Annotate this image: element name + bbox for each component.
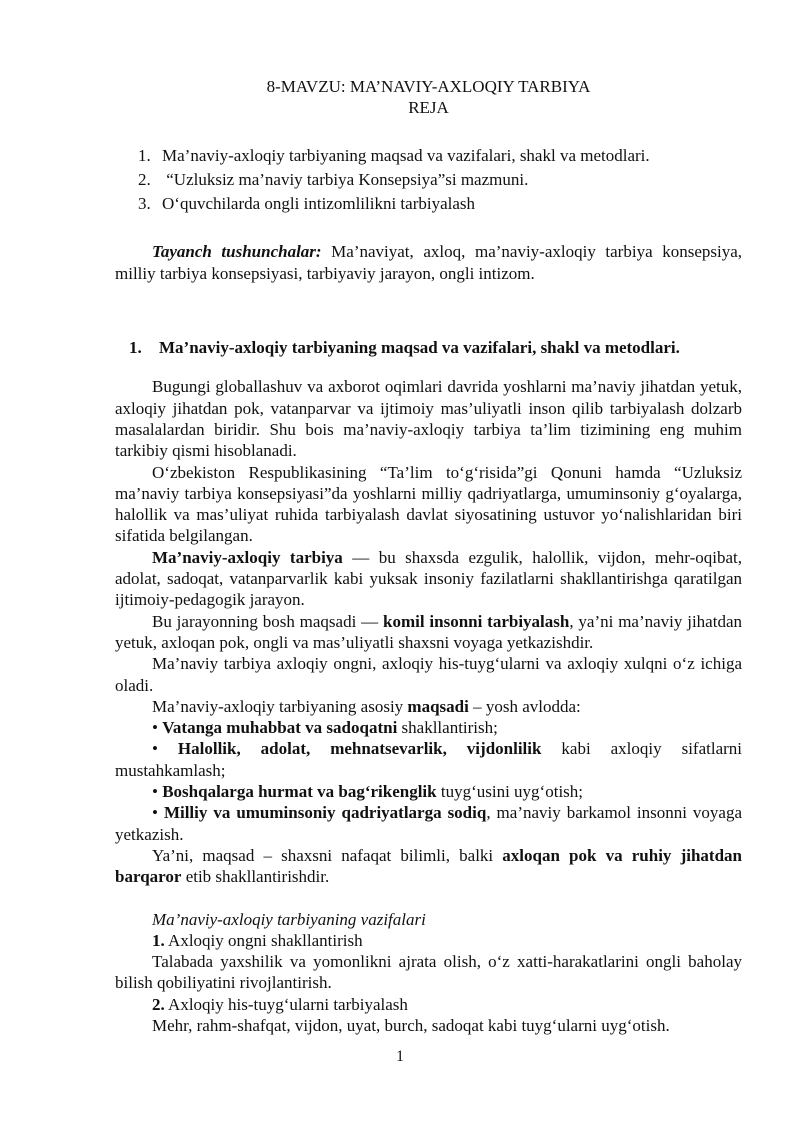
subheading-text: Ma’naviy-axloqiy tarbiyaning vazifalari (152, 909, 426, 929)
task-number: 2. (152, 994, 165, 1014)
plan-item-text: “Uzluksiz ma’naviy tarbiya Konsepsiya”si mazmuni. (162, 169, 529, 189)
keywords-label: Tayanch tushunchalar: (152, 242, 322, 262)
plan-item-text: Ma’naviy-axloqiy tarbiyaning maqsad va vazifalari, shakl va metodlari. (162, 145, 650, 165)
paragraph: Bugungi globallashuv va axborot oqimlari davrida yoshlarni ma’naviy jihatdan yetuk, axloqiy jihatdan pok, vatanparvar va ijtimoiy mas’uliyatli inson qilib tarbiyalash dolzarb masalalardan biridir. Shu bois ma’naviy-axloqiy tarbiya ta’lim tizimining eng muhim tarkibiy qismi hisoblanadi. (115, 377, 742, 461)
plan-item-number: 3. (138, 194, 151, 214)
task-title (115, 930, 742, 951)
bold-term: Ma’naviy-axloqiy tarbiya (152, 547, 343, 567)
goal-item (115, 781, 742, 802)
section-heading (129, 337, 742, 358)
goal-text: shakllantirish; (397, 718, 498, 738)
keywords-text: Ma’naviyat, axloq, ma’naviy-axloqiy tarbiya konsepsiya, milliy tarbiya konsepsiyasi, tarbiyaviy jarayon, ongli intizom. (115, 242, 742, 283)
body-text (115, 376, 742, 1036)
paragraph-text: Ya’ni, maqsad – shaxsni nafaqat bilimli, balki (152, 845, 503, 865)
goal-item (115, 802, 742, 845)
goal-text: tuyg‘usini uyg‘otish; (436, 782, 584, 802)
plan-item (138, 145, 742, 166)
bullet: • (152, 782, 158, 802)
plan-item (138, 193, 742, 214)
bold-term: Halollik, adolat, mehnatsevarlik, vijdonlilik (177, 739, 542, 759)
section-number: 1. (129, 338, 142, 358)
paragraph: Ma’naviy tarbiya axloqiy ongni, axloqiy his-tuyg‘ularni va axloqiy xulqni o‘z ichiga oladi. (115, 654, 742, 695)
goal-text: kabi axloqiy sifatlarni mustahkamlash; (115, 739, 742, 780)
paragraph-text: , ya’ni ma’naviy jihatdan yetuk, axloqan pok, ongli va mas’uliyatli shaxsni voyaga yetkazishdir. (115, 611, 742, 652)
task-title-text: Axloqiy ongni shakllantirish (164, 930, 363, 950)
plan-item-text: O‘quvchilarda ongli intizomlilikni tarbiyalash (162, 194, 476, 214)
section-title: Ma’naviy-axloqiy tarbiyaning maqsad va vazifalari, shakl va metodlari. (159, 338, 680, 358)
paragraph (115, 845, 742, 888)
bold-term: Milliy va umuminsoniy qadriyatlarga sodiq (163, 803, 487, 823)
bold-term: Boshqalarga hurmat va bag‘rikenglik (162, 782, 437, 802)
document-page (115, 76, 742, 1036)
paragraph: Talabada yaxshilik va yomonlikni ajrata olish, o‘z xatti-harakatlarini ongli baholay bilish qobiliyatini rivojlantirish. (115, 952, 742, 993)
goal-item (115, 738, 742, 781)
plan-item-number: 1. (138, 145, 151, 165)
subheading (115, 909, 742, 930)
paragraph: Mehr, rahm-shafqat, vijdon, uyat, burch, sadoqat kabi tuyg‘ularni uyg‘otish. (152, 1015, 670, 1035)
task-number: 1. (152, 930, 165, 950)
spacer (115, 888, 742, 909)
bullet: • (152, 739, 158, 759)
bullet: • (152, 718, 158, 738)
bold-term: maqsadi (407, 696, 469, 716)
paragraph: O‘zbekiston Respublikasining “Ta’lim to‘g‘risida”gi Qonuni hamda “Uzluksiz ma’naviy tarbiya konsepsiyasi”da yoshlarni milliy qadriyatlarga, umuminsoniy g‘oyalarga, halollik va mas’uliyat ruhida tarbiyalash davlat siyosatining ustuvor yo‘nalishlaridan biri sifatida belgilangan. (115, 462, 742, 546)
paragraph (115, 547, 742, 611)
bold-term: Vatanga muhabbat va sadoqatni (162, 718, 398, 738)
page-title: 8-MAVZU: MA’NAVIY-AXLOQIY TARBIYA (266, 77, 591, 96)
paragraph-text: Bu jarayonning bosh maqsadi — (152, 611, 383, 631)
task-title (115, 994, 742, 1015)
paragraph-text: etib shakllantirishdir. (181, 867, 330, 887)
bold-term: komil insonni tarbiyalash (383, 611, 570, 631)
bold-term: axloqan pok va ruhiy jihatdan barqaror (115, 845, 742, 887)
paragraph-text: — bu shaxsda ezgulik, halollik, vijdon, mehr-oqibat, adolat, sadoqat, vatanparvarlik kabi yuksak insoniy fazilatlarni shakllantirishga qaratilgan ijtimoiy-pedagogik jarayon. (115, 547, 742, 610)
goal-item (115, 717, 742, 738)
plan-item (138, 169, 742, 190)
paragraph-text: – yosh avlodda: (468, 696, 581, 716)
task-title-text: Axloqiy his-tuyg‘ularni tarbiyalash (164, 994, 408, 1014)
plan-item-number: 2. (138, 169, 151, 189)
paragraph-text: Ma’naviy-axloqiy tarbiyaning asosiy (152, 696, 408, 716)
keywords-paragraph (115, 241, 742, 284)
paragraph (115, 696, 742, 717)
plan-list (115, 145, 742, 215)
paragraph (115, 611, 742, 654)
page-number: 1 (396, 1048, 404, 1065)
goal-text: , ma’naviy barkamol insonni voyaga yetkazish. (115, 803, 743, 844)
page-subtitle: REJA (408, 98, 449, 118)
bullet: • (152, 803, 158, 823)
